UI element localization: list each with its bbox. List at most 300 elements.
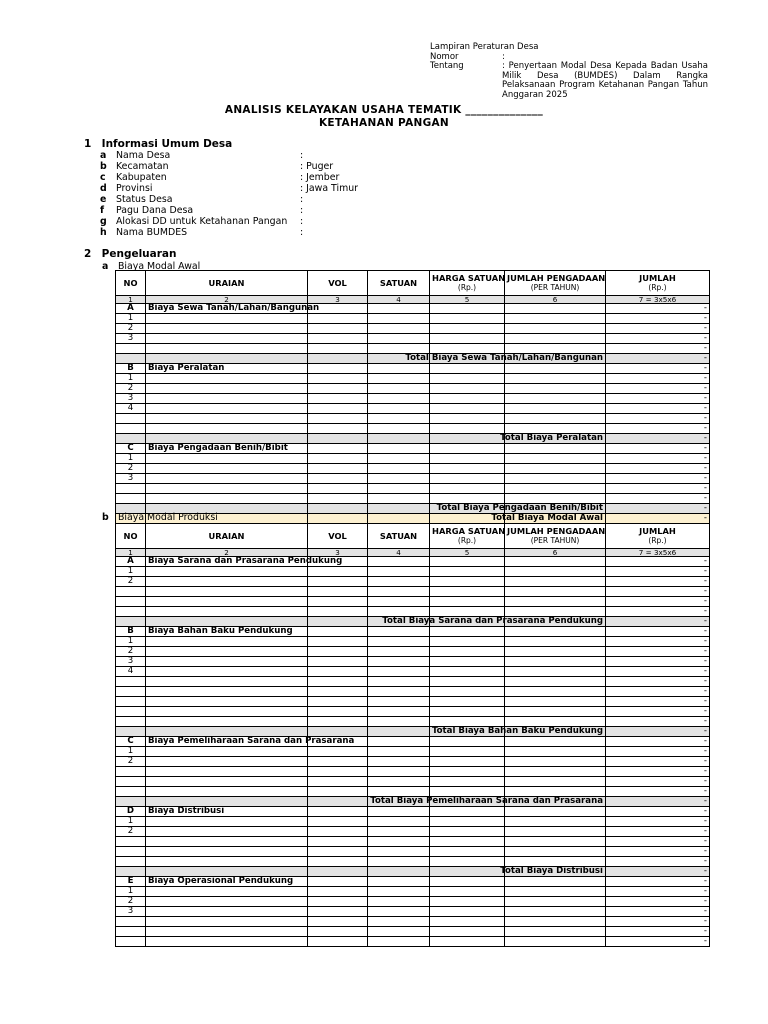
cell (430, 667, 505, 677)
attachment-header (430, 43, 708, 101)
cell (368, 937, 430, 947)
cell (430, 607, 505, 617)
table-row (116, 454, 710, 464)
col-harga-label: HARGA SATUAN (432, 526, 506, 536)
cell (116, 434, 146, 444)
cell (308, 444, 368, 454)
table-header-row (116, 271, 710, 296)
section-2-heading (84, 248, 176, 260)
amount-cell: - (606, 394, 710, 404)
group-title: Biaya Peralatan (146, 364, 308, 374)
cell (146, 907, 308, 917)
table-row (116, 777, 710, 787)
cell (430, 587, 505, 597)
cell (430, 334, 505, 344)
table-row (116, 887, 710, 897)
cell (505, 777, 606, 787)
cell (368, 364, 430, 374)
cell (146, 647, 308, 657)
table-row (116, 404, 710, 414)
row-number: 3 (116, 657, 146, 667)
info-label: Nama Desa (116, 150, 171, 161)
cell (116, 797, 146, 807)
cell (146, 577, 308, 587)
cell (308, 677, 368, 687)
cell (308, 897, 368, 907)
subtotal-label: Total Biaya Pemeliharaan Sarana dan Prasarana (370, 796, 603, 806)
cell (505, 464, 606, 474)
row-number (116, 687, 146, 697)
cell (368, 857, 430, 867)
row-number (116, 937, 146, 947)
cell (368, 394, 430, 404)
cell (505, 917, 606, 927)
cell (308, 364, 368, 374)
cell (308, 637, 368, 647)
row-number: 3 (116, 907, 146, 917)
cell (308, 667, 368, 677)
row-number (116, 344, 146, 354)
row-number: 3 (116, 474, 146, 484)
cell (505, 587, 606, 597)
cell (146, 494, 308, 504)
header-key: Lampiran Peraturan Desa (430, 42, 539, 52)
cell (368, 384, 430, 394)
amount-cell: - (606, 484, 710, 494)
cell (368, 707, 430, 717)
cell (146, 887, 308, 897)
info-label: Kecamatan (116, 161, 169, 172)
cell (430, 747, 505, 757)
subtotal-label: Total Biaya Sewa Tanah/Lahan/Bangunan (405, 353, 603, 363)
group-title-row (116, 807, 710, 817)
cell (308, 867, 368, 877)
cell (368, 717, 430, 727)
amount-cell: - (606, 474, 710, 484)
cell (368, 767, 430, 777)
cell (368, 657, 430, 667)
subtotal-row (116, 797, 710, 807)
cell (368, 324, 430, 334)
amount-cell: - (606, 334, 710, 344)
group-code: D (116, 807, 146, 817)
table-row (116, 717, 710, 727)
table-row (116, 757, 710, 767)
cell (430, 577, 505, 587)
cell (368, 404, 430, 414)
cell (505, 424, 606, 434)
cell (368, 577, 430, 587)
cell (505, 637, 606, 647)
table-row (116, 857, 710, 867)
cell (505, 657, 606, 667)
table-row (116, 907, 710, 917)
subtotal-label-cell (431, 726, 606, 737)
column-number: 5 (430, 296, 505, 304)
cell (308, 847, 368, 857)
cell (430, 807, 505, 817)
group-title-row (116, 557, 710, 567)
cell (430, 657, 505, 667)
cell (505, 787, 606, 797)
cell (146, 757, 308, 767)
cell (308, 434, 368, 444)
row-number (116, 927, 146, 937)
cell (430, 767, 505, 777)
cell (368, 474, 430, 484)
subtotal-amount: - (606, 727, 710, 737)
cell (505, 364, 606, 374)
cell (146, 677, 308, 687)
cell (146, 334, 308, 344)
cell (430, 787, 505, 797)
table-row (116, 414, 710, 424)
cell (505, 557, 606, 567)
cell (368, 787, 430, 797)
cell (308, 617, 368, 627)
cell (308, 887, 368, 897)
subtotal-label-cell (436, 503, 606, 514)
cell (146, 727, 308, 737)
table-row (116, 494, 710, 504)
cell (430, 557, 505, 567)
cell (368, 587, 430, 597)
info-value: : (300, 216, 304, 227)
cell (308, 324, 368, 334)
col-jumlah (606, 524, 710, 549)
cell (368, 454, 430, 464)
row-number (116, 767, 146, 777)
cell (430, 817, 505, 827)
cell (308, 577, 368, 587)
cell (368, 424, 430, 434)
cell (308, 807, 368, 817)
row-number (116, 587, 146, 597)
subtotal-label: Total Biaya Distribusi (500, 866, 603, 876)
group-title-row (116, 364, 710, 374)
cell (430, 637, 505, 647)
cell (505, 474, 606, 484)
row-number (116, 677, 146, 687)
cell (505, 937, 606, 947)
cell (505, 394, 606, 404)
cell (505, 567, 606, 577)
cell (116, 617, 146, 627)
row-number: 1 (116, 567, 146, 577)
info-letter: g (100, 216, 107, 227)
cell (146, 797, 308, 807)
group-code: C (116, 737, 146, 747)
cell (368, 927, 430, 937)
cell (308, 757, 368, 767)
table-row (116, 324, 710, 334)
cell (505, 304, 606, 314)
row-number: 2 (116, 757, 146, 767)
group-title: Biaya Sewa Tanah/Lahan/Bangunan (146, 304, 308, 314)
amount-cell: - (606, 887, 710, 897)
cell (308, 837, 368, 847)
amount-cell: - (606, 647, 710, 657)
row-number (116, 717, 146, 727)
subtotal-label: Total Biaya Peralatan (500, 433, 603, 443)
subtotal-amount: - (606, 434, 710, 444)
cell (505, 687, 606, 697)
amount-cell: - (606, 897, 710, 907)
row-number: 2 (116, 647, 146, 657)
cell (505, 414, 606, 424)
info-value: : (300, 205, 304, 216)
col-jumlah-unit: (Rp.) (648, 283, 667, 292)
table-row (116, 597, 710, 607)
cell (505, 757, 606, 767)
table-row (116, 394, 710, 404)
group-title: Biaya Bahan Baku Pendukung (146, 627, 308, 637)
cell (146, 747, 308, 757)
amount-cell: - (606, 877, 710, 887)
group-title-row (116, 627, 710, 637)
info-label: Nama BUMDES (116, 227, 188, 238)
subsection-letter: a (102, 261, 109, 272)
cell (368, 344, 430, 354)
row-number (116, 414, 146, 424)
cell (368, 567, 430, 577)
cell (368, 807, 430, 817)
cell (430, 697, 505, 707)
row-number: 1 (116, 374, 146, 384)
amount-cell: - (606, 817, 710, 827)
cell (146, 667, 308, 677)
table-row (116, 747, 710, 757)
cell (430, 494, 505, 504)
cell (368, 504, 430, 514)
cell (308, 727, 368, 737)
cell (368, 747, 430, 757)
info-value: : (300, 194, 304, 205)
amount-cell: - (606, 344, 710, 354)
cell (308, 314, 368, 324)
group-code: C (116, 444, 146, 454)
cell (505, 857, 606, 867)
info-row-d (100, 183, 358, 194)
capital-cost-table (115, 270, 710, 524)
section-label: Pengeluaran (101, 248, 177, 260)
document-title (0, 104, 768, 130)
col-harga-unit: (Rp.) (457, 283, 477, 292)
cell (146, 657, 308, 667)
cell (430, 937, 505, 947)
cell (505, 374, 606, 384)
amount-cell: - (606, 627, 710, 637)
cell (146, 424, 308, 434)
column-number: 1 (116, 296, 146, 304)
group-code: E (116, 877, 146, 887)
cell (308, 404, 368, 414)
row-number: 1 (116, 887, 146, 897)
cell (146, 344, 308, 354)
cell (308, 354, 368, 364)
cell (430, 627, 505, 637)
cell (308, 384, 368, 394)
table-row (116, 787, 710, 797)
cell (368, 434, 430, 444)
table-row (116, 374, 710, 384)
table-header-row (116, 524, 710, 549)
title-line-1: ANALISIS KELAYAKAN USAHA TEMATIK ______________ (224, 104, 544, 116)
table-row (116, 657, 710, 667)
cell (505, 484, 606, 494)
cell (368, 647, 430, 657)
cell (308, 787, 368, 797)
cell (146, 817, 308, 827)
amount-cell: - (606, 454, 710, 464)
amount-cell: - (606, 597, 710, 607)
section-number: 2 (84, 248, 92, 260)
cell (430, 567, 505, 577)
cell (505, 324, 606, 334)
col-harga-unit: (Rp.) (457, 536, 477, 545)
cell (146, 697, 308, 707)
cell (146, 434, 308, 444)
subsection-b-heading (102, 512, 218, 523)
cell (308, 927, 368, 937)
table-row (116, 837, 710, 847)
cell (146, 637, 308, 647)
cell (505, 717, 606, 727)
cell (308, 797, 368, 807)
section-number: 1 (84, 138, 92, 150)
cell (430, 757, 505, 767)
cell (146, 717, 308, 727)
cell (505, 707, 606, 717)
cell (146, 374, 308, 384)
amount-cell: - (606, 364, 710, 374)
header-value: : (502, 51, 505, 62)
amount-cell: - (606, 937, 710, 947)
cell (430, 907, 505, 917)
cell (308, 514, 368, 524)
cell (308, 747, 368, 757)
amount-cell: - (606, 384, 710, 394)
cell (505, 577, 606, 587)
row-number: 2 (116, 827, 146, 837)
table-row (116, 677, 710, 687)
cell (505, 627, 606, 637)
subsection-label: Biaya Modal Awal (118, 261, 201, 272)
info-row-a (100, 150, 358, 161)
cell (368, 444, 430, 454)
title-line-2: KETAHANAN PANGAN (318, 117, 450, 129)
cell (505, 887, 606, 897)
amount-cell: - (606, 717, 710, 727)
cell (430, 424, 505, 434)
cell (146, 937, 308, 947)
cell (116, 354, 146, 364)
subtotal-label-cell (382, 616, 606, 627)
subtotal-row (116, 867, 710, 877)
cell (308, 607, 368, 617)
amount-cell: - (606, 374, 710, 384)
col-harga (430, 271, 505, 296)
column-number: 5 (430, 549, 505, 557)
amount-cell: - (606, 464, 710, 474)
info-value: : (300, 150, 304, 161)
row-number: 2 (116, 324, 146, 334)
cell (368, 667, 430, 677)
table-row (116, 344, 710, 354)
header-line-tentang (430, 62, 708, 100)
info-value: : Jember (300, 172, 340, 183)
cell (308, 484, 368, 494)
section-1-heading (84, 138, 232, 150)
cell (430, 434, 505, 444)
info-letter: c (100, 172, 106, 183)
cell (368, 304, 430, 314)
info-label: Pagu Dana Desa (116, 205, 194, 216)
cell (146, 687, 308, 697)
subtotal-label-cell (500, 433, 606, 444)
amount-cell: - (606, 907, 710, 917)
cell (368, 887, 430, 897)
cell (146, 867, 308, 877)
table-row (116, 827, 710, 837)
table-row (116, 847, 710, 857)
column-number: 4 (368, 296, 430, 304)
cell (505, 384, 606, 394)
row-number: 2 (116, 384, 146, 394)
column-number: 2 (146, 296, 308, 304)
row-number (116, 484, 146, 494)
cell (505, 344, 606, 354)
cell (430, 917, 505, 927)
amount-cell: - (606, 697, 710, 707)
production-cost-table (115, 523, 710, 947)
cell (505, 667, 606, 677)
row-number: 1 (116, 817, 146, 827)
table-row (116, 577, 710, 587)
cell (308, 334, 368, 344)
info-letter: f (100, 205, 105, 216)
col-pengadaan-label: JUMLAH PENGADAAN (507, 526, 606, 536)
table-row (116, 707, 710, 717)
amount-cell: - (606, 607, 710, 617)
cell (368, 907, 430, 917)
row-number (116, 857, 146, 867)
column-number: 2 (146, 549, 308, 557)
cell (505, 847, 606, 857)
cell (146, 454, 308, 464)
table-row (116, 474, 710, 484)
cell (505, 807, 606, 817)
header-key: Nomor (430, 51, 459, 62)
cell (505, 454, 606, 464)
cell (430, 374, 505, 384)
group-title-row (116, 737, 710, 747)
subtotal-row (116, 354, 710, 364)
amount-cell: - (606, 324, 710, 334)
table-row (116, 334, 710, 344)
cell (368, 494, 430, 504)
amount-cell: - (606, 767, 710, 777)
subsection-label: Biaya Modal Produksi (118, 512, 218, 523)
table-row (116, 464, 710, 474)
amount-cell: - (606, 637, 710, 647)
col-pengadaan-label: JUMLAH PENGADAAN (507, 273, 606, 283)
cell (368, 917, 430, 927)
column-number: 4 (368, 549, 430, 557)
cell (430, 887, 505, 897)
header-value: : Penyertaan Modal Desa Kepada Badan Usaha Milik Desa (BUMDES) Dalam Rangka Pelaksanaan Program Ketahanan Pangan Tahun Anggaran 2025 (502, 61, 708, 100)
grand-total-label-cell (491, 513, 606, 524)
